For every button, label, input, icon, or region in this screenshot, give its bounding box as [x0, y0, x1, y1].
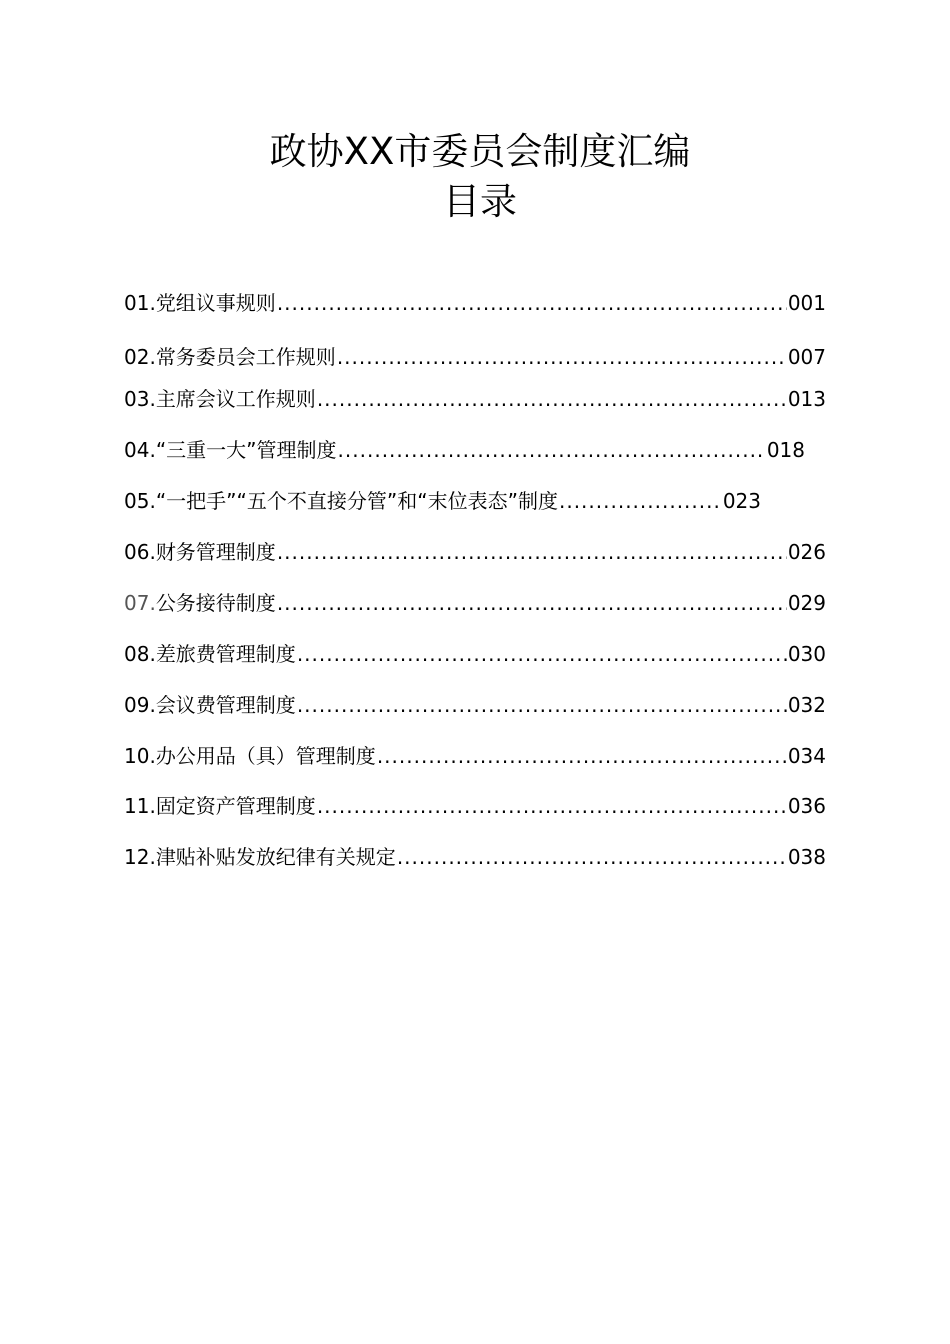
- toc-entry-page: 038: [787, 845, 826, 869]
- toc-entry-page: 007: [787, 345, 826, 369]
- toc-entry-number: 09.: [124, 693, 156, 717]
- toc-entry-page: 030: [787, 642, 826, 666]
- toc-entry-08[interactable]: [124, 640, 826, 668]
- toc-entry-number: 05.: [124, 489, 156, 513]
- toc-entry-page: 034: [787, 744, 826, 768]
- toc-entry-page: 029: [787, 591, 826, 615]
- dot-leader: [397, 843, 787, 871]
- toc-entry-11[interactable]: [124, 792, 826, 820]
- dot-leader: [337, 343, 787, 371]
- toc-entry-label: 公务接待制度: [155, 591, 276, 615]
- toc-entry-page: 036: [787, 794, 826, 818]
- toc-entry-label: 会议费管理制度: [155, 693, 296, 717]
- toc-entry-number: 08.: [124, 642, 156, 666]
- toc-entry-label: 差旅费管理制度: [155, 642, 296, 666]
- toc-entry-01[interactable]: [124, 289, 826, 317]
- document-title: 政协XX市委员会制度汇编: [269, 130, 691, 173]
- toc-entry-label: 津贴补贴发放纪律有关规定: [155, 845, 396, 869]
- toc-entry-label: 财务管理制度: [155, 540, 276, 564]
- toc-entry-number: 02.: [124, 345, 156, 369]
- toc-entry-number: 07.: [124, 591, 156, 615]
- dot-leader: [277, 538, 787, 566]
- dot-leader: [297, 691, 787, 719]
- toc-entry-page: 032: [787, 693, 826, 717]
- dot-leader: [277, 289, 787, 317]
- toc-entry-number: 04.: [124, 438, 156, 462]
- toc-entry-09[interactable]: [124, 691, 826, 719]
- toc-heading: 目录: [443, 180, 517, 223]
- toc-entry-label: “三重一大”管理制度: [155, 438, 337, 462]
- toc-entry-label: 固定资产管理制度: [155, 794, 316, 818]
- toc-entry-number: 12.: [124, 845, 156, 869]
- toc-entry-page: 001: [787, 291, 826, 315]
- dot-leader: [317, 792, 787, 820]
- dot-leader: [377, 742, 787, 770]
- toc-entry-number: 11.: [124, 794, 156, 818]
- toc-entry-04[interactable]: [124, 436, 805, 464]
- toc-entry-label: 办公用品（具）管理制度: [155, 744, 376, 768]
- toc-entry-label: “一把手”“五个不直接分管”和“末位表态”制度: [155, 489, 558, 513]
- dot-leader: [277, 589, 787, 617]
- toc-entry-label: 主席会议工作规则: [155, 387, 316, 411]
- toc-entry-label: 党组议事规则: [155, 291, 276, 315]
- toc-entry-05[interactable]: [124, 487, 761, 515]
- toc-entry-07[interactable]: [124, 589, 826, 617]
- toc-entry-03[interactable]: [124, 385, 826, 413]
- toc-entry-page: 018: [766, 438, 805, 462]
- toc-entry-number: 03.: [124, 387, 156, 411]
- toc-entry-10[interactable]: [124, 742, 826, 770]
- dot-leader: [317, 385, 787, 413]
- toc-entry-page: 013: [787, 387, 826, 411]
- toc-entry-06[interactable]: [124, 538, 826, 566]
- dot-leader: [297, 640, 787, 668]
- toc-entry-page: 023: [722, 489, 761, 513]
- toc-entry-page: 026: [787, 540, 826, 564]
- toc-entry-number: 06.: [124, 540, 156, 564]
- toc-entry-label: 常务委员会工作规则: [155, 345, 336, 369]
- dot-leader: [338, 436, 766, 464]
- toc-entry-12[interactable]: [124, 843, 826, 871]
- dot-leader: [559, 487, 722, 515]
- toc-entry-number: 01.: [124, 291, 156, 315]
- toc-entry-02[interactable]: [124, 343, 826, 371]
- toc-entry-number: 10.: [124, 744, 156, 768]
